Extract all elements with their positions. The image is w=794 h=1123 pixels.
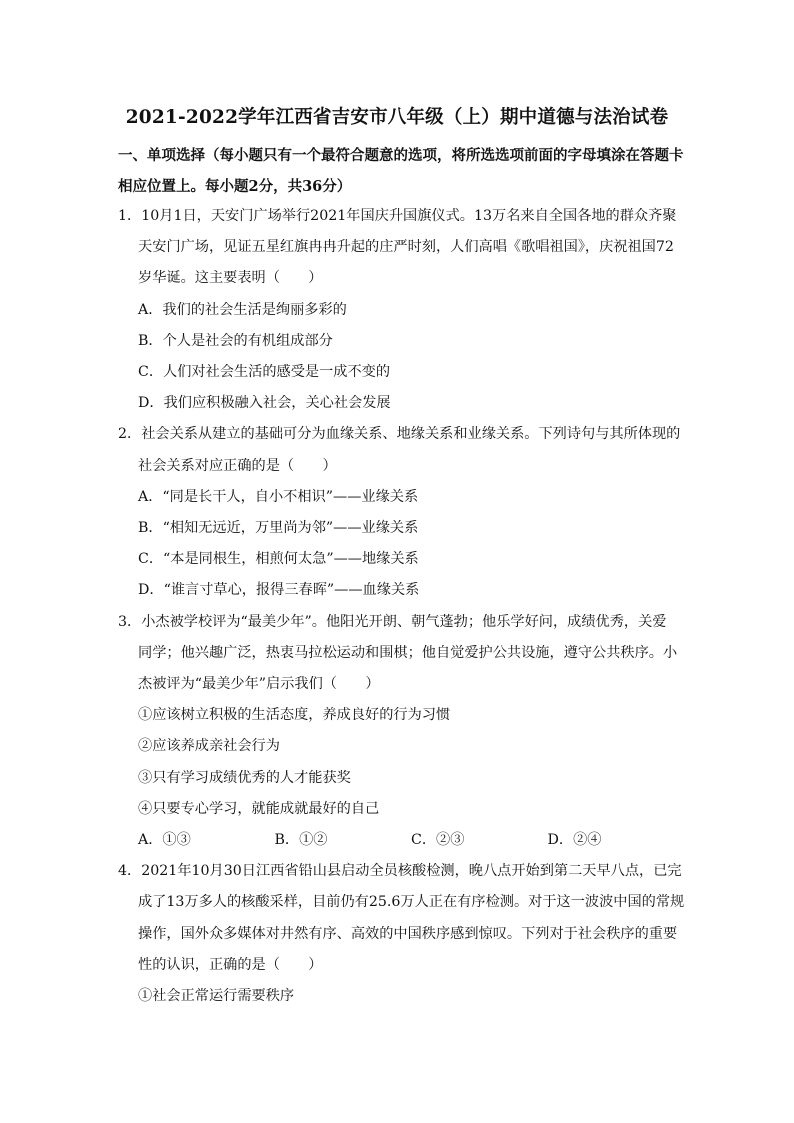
question-3-choices [118,825,684,856]
question-2-option-c: C．“本是同根生，相煎何太急”——地缘关系 [138,551,419,568]
question-2-stem-line: 社会关系对应正确的是（ ） [138,457,337,474]
question-1-stem-line: 天安门广场，见证五星红旗冉冉升起的庄严时刻，人们高唱《歌唱祖国》，庆祝祖国72 [138,239,674,256]
question-4-stem-line: 4．2021年10月30日江西省铅山县启动全员核酸检测，晚八点开始到第二天早八点，已完 [118,863,682,880]
section-header-line-2: 相应位置上。每小题2分，共36分） [118,178,352,195]
question-3-stem-line: 3．小杰被学校评为“最美少年”。他阳光开朗、朝气蓬勃；他乐学好问，成绩优秀，关爱 [118,613,667,630]
question-3 [118,607,684,857]
question-3-statement-1: ①应该树立积极的生活态度，养成良好的行为习惯 [138,707,451,724]
question-1-stem-line: 岁华诞。这主要表明（ ） [138,270,323,287]
question-3-stem-line: 同学；他兴趣广泛，热衷马拉松运动和围棋；他自觉爱护公共设施，遵守公共秩序。小 [138,644,678,661]
question-1-option-a: A．我们的社会生活是绚丽多彩的 [138,301,347,318]
question-3-statement-4: ④只要专心学习，就能成就最好的自己 [138,800,380,817]
question-3-choice-b: B．①② [274,832,328,849]
question-1-stem-line: 1．10月1日，天安门广场举行2021年国庆升国旗仪式。13万名来自全国各地的群众齐聚 [118,208,677,224]
question-1-option-b: B．个人是社会的有机组成部分 [138,332,333,349]
question-3-statement-3: ③只有学习成绩优秀的人才能获奖 [138,769,351,786]
question-1-option-d: D．我们应积极融入社会，关心社会发展 [138,395,391,412]
section-header-line-1: 一、单项选择（每小题只有一个最符合题意的选项，将所选选项前面的字母填涂在答题卡 [118,147,684,164]
question-1 [118,201,684,419]
question-4-stem-line: 操作，国外众多媒体对井然有序、高效的中国秩序感到惊叹。下列对于社会秩序的重要 [138,925,678,942]
exam-title: 2021-2022学年江西省吉安市八年级（上）期中道德与法治试卷 [125,107,669,128]
question-list [118,201,684,1012]
section-header [118,140,684,202]
question-2-option-a: A．“同是长干人，自小不相识”——业缘关系 [138,488,419,505]
question-3-stem-line: 杰被评为“最美少年”启示我们（ ） [138,676,380,693]
question-3-statement-2: ②应该养成亲社会行为 [138,738,280,755]
question-2-option-b: B．“相知无远近，万里尚为邻”——业缘关系 [138,520,419,537]
question-2-stem-line: 2．社会关系从建立的基础可分为血缘关系、地缘关系和业缘关系。下列诗句与其所体现的 [118,426,681,443]
question-2 [118,419,684,606]
question-1-option-c: C．人们对社会生活的感受是一成不变的 [138,364,391,381]
question-4-stem-line: 性的认识，正确的是（ ） [138,956,323,973]
question-3-choice-d: D．②④ [547,832,602,849]
question-4-statement-1: ①社会正常运行需要秩序 [138,988,295,1005]
question-2-option-d: D．“谁言寸草心，报得三春晖”——血缘关系 [138,582,420,599]
question-3-choice-a: A．①③ [138,832,191,849]
question-4-stem-line: 成了13万多人的核酸采样，目前仍有25.6万人正在有序检测。对于这一波波中国的常规 [138,894,685,911]
question-4 [118,856,684,1012]
question-3-choice-c: C．②③ [411,832,465,849]
